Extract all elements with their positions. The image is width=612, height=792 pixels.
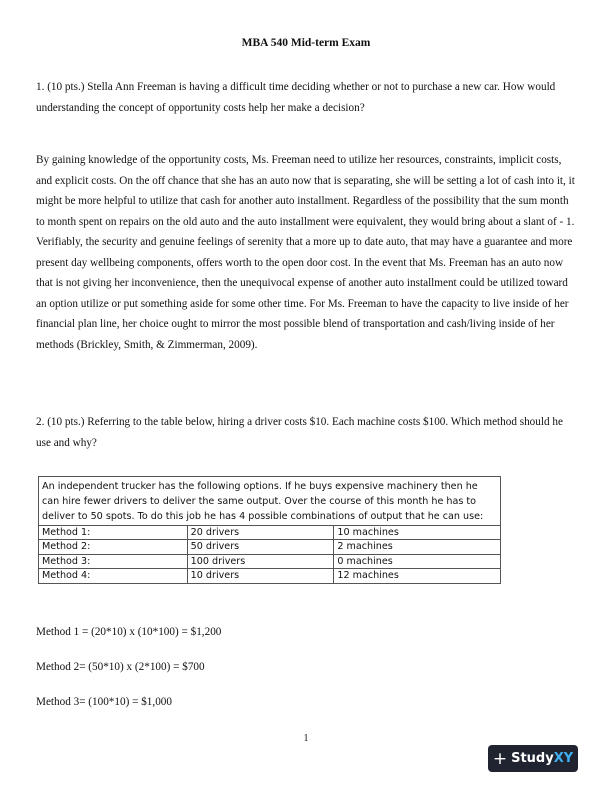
method-cell: Method 1: <box>39 526 188 540</box>
machines-cell: 10 machines <box>334 526 501 540</box>
logo-name: Study <box>511 751 554 766</box>
drivers-cell: 50 drivers <box>187 540 334 554</box>
studyxy-logo <box>488 745 578 772</box>
drivers-cell: 100 drivers <box>187 554 334 568</box>
answer-1: By gaining knowledge of the opportunity costs, Ms. Freeman need to utilize her resources, constraints, implicit costs, and explicit costs. On the off chance that she has an auto now that is separating, she will be setting a lot of cash into it, it might be more helpful to utilize that cash for another auto installment. Regardless of the possibility that the sum month to month spent on repairs on the old auto and the auto installment were equivalent, they would bring about a slant of - 1. Verifiably, the security and genuine feelings of serenity that a more up to date auto, that may have a guarantee and more present day wellbeing components, offers worth to the open door cost. In the event that Ms. Freeman has an auto now that is not giving her inconvenience, then the unequivocal expense of another auto installment could be utilized toward an option utilize or put something aside for some other time. For Ms. Freeman to have the capacity to live inside of her financial plan line, her choice ought to mirror the most possible blend of transportation and cash/living inside of her methods (Brickley, Smith, & Zimmerman, 2009). <box>36 154 575 351</box>
machines-cell: 12 machines <box>334 569 501 583</box>
exam-title: MBA 540 Mid-term Exam <box>241 37 371 49</box>
machines-cell: 0 machines <box>334 554 501 568</box>
table-row <box>39 540 501 554</box>
table-intro: An independent trucker has the following options. If he buys expensive machinery then he can hire fewer drivers to deliver the same output. Over the course of this month he has to deliver to 50 spots. To do this job he has 4 possible combinations of output that he can use: <box>39 477 501 526</box>
table-row <box>39 554 501 568</box>
question-1: 1. (10 pts.) Stella Ann Freeman is having a difficult time deciding whether or not to purchase a new car. How would understanding the concept of opportunity costs help her make a decision? <box>36 81 556 114</box>
trucker-options-table <box>38 476 501 584</box>
machines-cell: 2 machines <box>334 540 501 554</box>
plus-icon: + <box>492 748 508 769</box>
calculation-method-3: Method 3= (100*10) = $1,000 <box>36 696 172 708</box>
logo-accent: XY <box>553 751 574 766</box>
method-cell: Method 3: <box>39 554 188 568</box>
method-cell: Method 4: <box>39 569 188 583</box>
drivers-cell: 20 drivers <box>187 526 334 540</box>
table-row <box>39 526 501 540</box>
method-cell: Method 2: <box>39 540 188 554</box>
page-number: 1 <box>303 733 309 744</box>
table-intro-row <box>39 477 501 526</box>
drivers-cell: 10 drivers <box>187 569 334 583</box>
calculation-method-1: Method 1 = (20*10) x (10*100) = $1,200 <box>36 626 222 638</box>
calculation-method-2: Method 2= (50*10) x (2*100) = $700 <box>36 661 205 673</box>
table-row <box>39 569 501 583</box>
question-2: 2. (10 pts.) Referring to the table below, hiring a driver costs $10. Each machine costs $100. Which method should he use and why? <box>36 416 563 449</box>
